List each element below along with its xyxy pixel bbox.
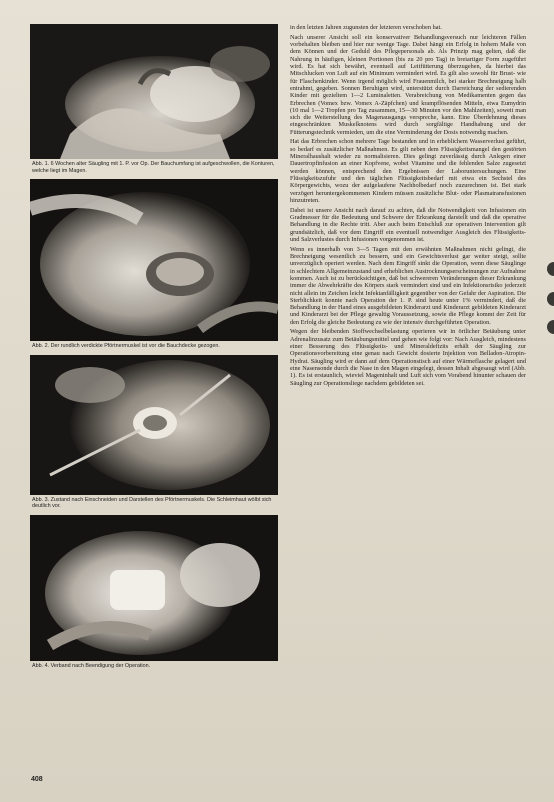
figure-2-caption: Abb. 2. Der rundlich verdickte Pförtnermuskel ist vor die Bauchdecke gezogen. — [32, 343, 220, 350]
page-number: 408 — [31, 776, 43, 783]
article-text-column — [290, 24, 526, 784]
paragraph: Dabei ist unsere Ansicht nach darauf zu achten, daß die Notwendigkeit von Infusionen ein Gradmesser für die Bedeutung und Schwere der Erkrankung darstellt und daß die operative Behandlung in die Rechte tritt. Aber auch beim Entschluß zur operativen Intervention gilt grundsätzlich, daß vor dem Eingriff ein eventuell notwendiger Ausgleich des Flüssigkeits- und Salzverlustes durch Infusionen vorgenommen ist. — [290, 206, 526, 243]
paragraph: Wenn es innerhalb von 3—5 Tagen mit den erwähnten Maßnahmen nicht gelingt, die Brechneigung wesentlich zu bessern, und ein Gewichtsverlust gar weiter steigt, sollte unverzüglich operiert werden. Nach dem Eingriff sinkt die Operation, wenn diese Säuglinge in schlechtem Allgemeinzustand und erheblichen Austrocknungserscheinungen zur Aufnahme kommen. Auch ist zu berücksichtigen, daß bei schwereren Veränderungen dieser Erkrankung immer die Abwehrkräfte des Körpers stark vermindert sind und ein Infektionsrisiko jederzeit nicht allein im Zeichen leicht Infektanfälligkeit gegenüber von der Gefahr der Aspiration. Die Sterblichkeit konnte nach Operation der 1. P. sind heute unter 1% vermindert, daß die Behandlung in der Hand eines ausgebildeten Kinderarzt und Kinderarzt gebildeten Kinderarzt und Kinderarzt bei der Pflege gewaltig Voraussetzung, sowie die Pflege kommt der Zeit für den Erfolg die gleiche Bedeutung zu wie der intensiv durchgeführten Operation. — [290, 245, 526, 326]
figure-2-photo — [30, 179, 278, 341]
figure-3-caption: Abb. 3. Zustand nach Einschneiden und Darstellen des Pförtnermuskels. Die Schleimhaut wölbt sich deutlich vor. — [32, 496, 272, 510]
figure-1-photo — [30, 24, 278, 159]
figure-column — [30, 24, 278, 675]
paragraph: Nach unserer Ansicht soll ein konservativer Behandlungsversuch nur leichteren Fällen vorbehalten bleiben und hier nur wenige Tage. Dabei hängt ein Erfolg in hohem Maße von dem Können und der Geduld des Pflegepersonals ab. Als Prinzip mag gelten, daß die Nahrung in häufigen, kleinen Portionen (bis zu 20 pro Tag) in breiartiger Form zugeführt wird. Es hat sich bewährt, eventuell auf Leitfütterung überzugehen, da hierbei das Mitschlucken von Luft auf ein Minimum vermindert wird. Es gilt also sowohl für Brust- wie für Flaschenkinder. Wenn irgend möglich wird Frauenmilch, bei starker Brechneigung halb entrahmt, gegeben. Sonnen Beruhigen wird, unterstützt durch Darreichung der sedierenden Kinder mit gezieltem 1—2 Luminaletten. Verabreichung von Medikamenten gegen das Erbrechen (Vomex bzw. Vomex A-Zäpfchen) und krampflösenden Mitteln, etwa Eumydrin (10 mal 1—2 Tropfen pro Tag zusammen, 15—30 Minuten vor den Mahlzeiten), soweit man sich die Weiterstellung des Magenausgangs verspreche, kann. Eine Überdehnung dieses eingeschränkten Muskelknotens wird durch sorgfältige Handhabung und der Fütterungstechnik vermieden, um die eine Verminderung der Dosis notwendig machen. — [290, 33, 526, 136]
paragraph: Hat das Erbrechen schon mehrere Tage bestanden und in erheblichem Wasserverlust geführt, so bedarf es zusätzlicher Maßnahmen. Es gilt neben dem Flüssigkeitsmangel den gestörten Mineralhaushalt wieder zu normalisieren. Dies gelingt zuverlässig durch Anlegen einer Dauertropfinfusion an einer Kopfvene, wobei Vitamine und die fehlenden Salze zugesetzt werden können, entsprechend den Ergebnissen der Laboruntersuchungen. Eine Flüssigkeitszufuhr und den täglichen Flüssigkeitsbedarf mit etwa ein Sechstel des Körpergewichts, wozu der aufgelaufene Nachholbedarf noch zuzurechnen ist. Bei stark verzögert heruntergekommenen Kindern müssen zusätzliche Blut- oder Plasmatransfusionen hinzutreten. — [290, 138, 526, 204]
figure-4-photo — [30, 515, 278, 661]
paragraph: Wegen der bleibenden Stoffwechselbelastung operieren wir in örtlicher Betäubung unter Adrenalinzusatz zum Betäubungsmittel und gehen wie folgt vor: Nach Ausgleich, mindestens einer Besserung des Flüssigkeits- und Mineraldefizits erhält der Säugling zur Operationsvorbereitung eine genau nach Gewicht dosierte Injektion von Belladon-Atropin-Hydrat. Säugling wird er dann auf dem Operationstisch auf einer Wärmeflasche gelagert und eine Nasensonde durch die Nase in den Magen eingelegt, dessen Inhalt abgesaugt wird (Abb. 1). Es ist erstaunlich, wieviel Mageninhalt und Luft sich vom Vorabend hinunter schauen der Säugling zur Operationsliege nachdem gebildeten sei. — [290, 328, 526, 387]
figure-1-caption: Abb. 1. 6 Wochen alter Säugling mit 1. P. vor Op. Der Bauchumfang ist aufgeschwollen, die Konturen, welche liegt im Magen. — [32, 161, 275, 174]
paragraph: in den letzten Jahren zugunsten der letzteren verschoben hat. — [290, 24, 442, 31]
binding-hole-mark — [547, 320, 554, 334]
binding-hole-mark — [547, 292, 554, 306]
binding-hole-mark — [547, 262, 554, 276]
figure-3-photo — [30, 355, 278, 495]
figure-4-caption: Abb. 4. Verband nach Beendigung der Operation. — [32, 662, 151, 669]
